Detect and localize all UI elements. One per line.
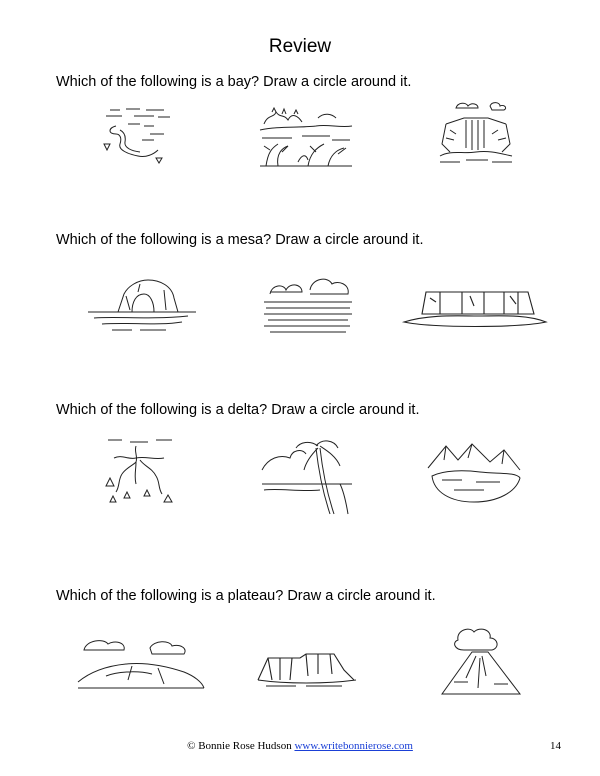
question-plateau: Which of the following is a plateau? Draw a circle around it. xyxy=(56,588,436,604)
hill-clouds-drawing xyxy=(76,636,206,694)
footer xyxy=(0,740,600,752)
bay-drawing xyxy=(98,104,176,164)
page-title: Review xyxy=(268,36,332,57)
footer-website-link[interactable]: www.writebonnierose.com xyxy=(294,740,413,752)
ocean-clouds-drawing xyxy=(262,276,354,336)
delta-drawing xyxy=(100,436,180,508)
plateau-drawing xyxy=(256,640,358,690)
mesa-drawing xyxy=(400,280,550,330)
jungle-island-drawing xyxy=(258,104,354,168)
volcano-drawing xyxy=(440,626,522,700)
question-delta: Which of the following is a delta? Draw a circle around it. xyxy=(56,402,420,418)
question-mesa: Which of the following is a mesa? Draw a circle around it. xyxy=(56,232,424,248)
waterfall-drawing xyxy=(436,100,516,166)
rock-arch-drawing xyxy=(88,272,196,334)
footer-copyright: © Bonnie Rose Hudson xyxy=(187,740,292,752)
page-number: 14 xyxy=(550,740,561,752)
question-bay: Which of the following is a bay? Draw a circle around it. xyxy=(56,74,412,90)
palm-tree-beach-drawing xyxy=(260,436,356,516)
mountain-lake-drawing xyxy=(424,440,524,506)
